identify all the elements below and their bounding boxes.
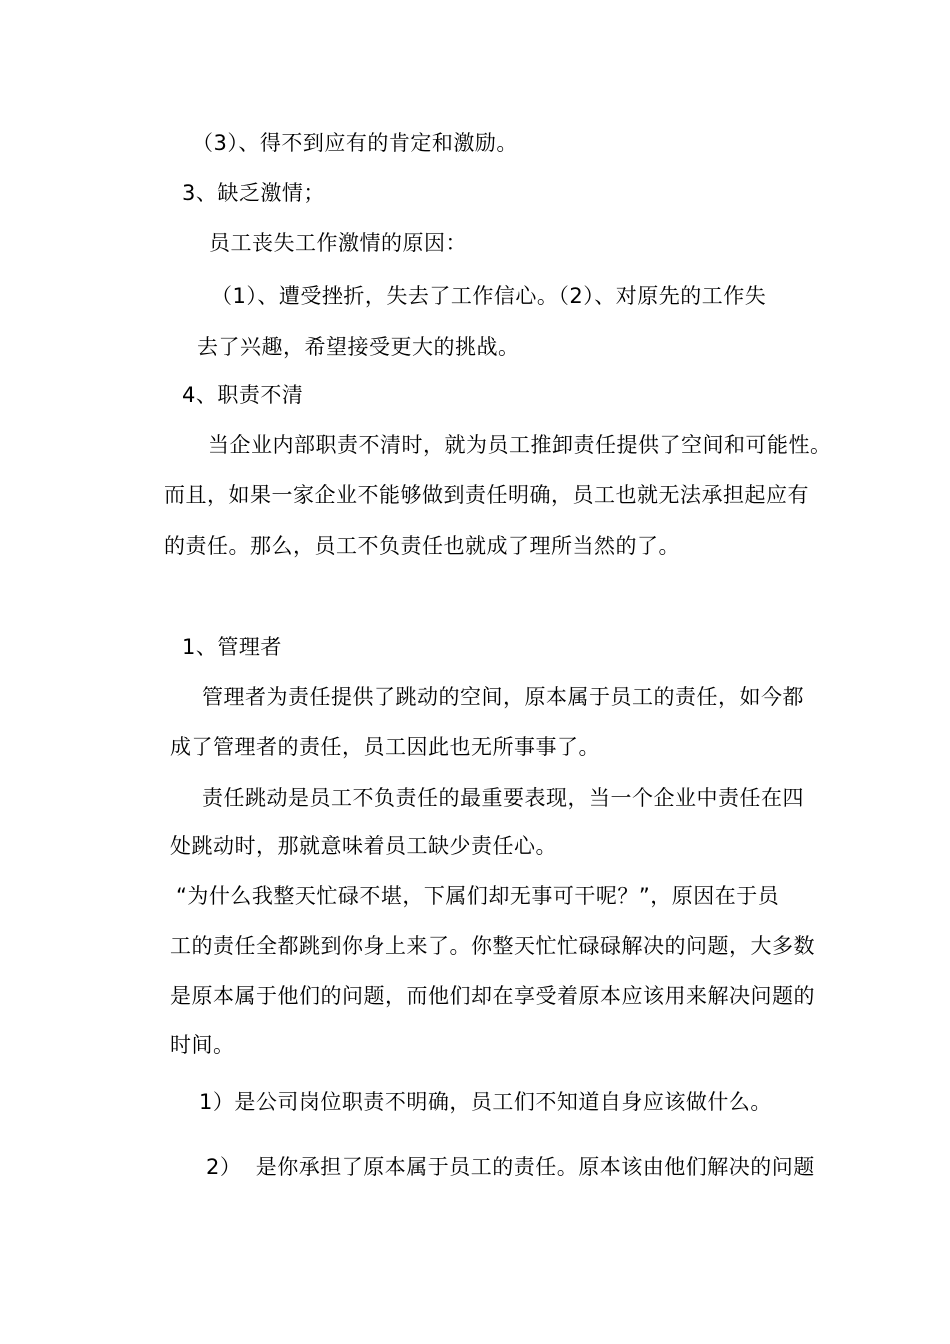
text-line: （3）、得不到应有的肯定和激励。 [192,131,518,155]
text-line: （1）、遭受挫折，失去了工作信心。（2）、对原先的工作失 [211,284,767,308]
text-line: 而且，如果一家企业不能够做到责任明确，员工也就无法承担起应有 [164,483,809,507]
text-line: 时间。 [170,1033,235,1057]
text-line: 工的责任全都跳到你身上来了。你整天忙忙碌碌解决的问题，大多数 [170,934,815,958]
text-line: 责任跳动是员工不负责任的最重要表现，当一个企业中责任在四 [202,786,804,810]
text-line: 的责任。那么，员工不负责任也就成了理所当然的了。 [164,534,680,558]
text-line: 处跳动时，那就意味着员工缺少责任心。 [170,834,557,858]
text-line: “为什么我整天忙碌不堪，下属们却无事可干呢？”，原因在于员 [176,884,780,908]
section-heading: 1、管理者 [182,635,282,659]
text-line: 员工丧失工作激情的原因： [209,231,467,255]
section-heading: 4、职责不清 [182,383,304,407]
text-line: 成了管理者的责任，员工因此也无所事事了。 [170,735,600,759]
text-line: 管理者为责任提供了跳动的空间，原本属于员工的责任，如今都 [202,685,804,709]
text-line: 当企业内部职责不清时，就为员工推卸责任提供了空间和可能性。 [208,433,832,457]
list-item: 1）是公司岗位职责不明确，员工们不知道自身应该做什么。 [199,1090,772,1114]
list-item: 2） 是你承担了原本属于员工的责任。原本该由他们解决的问题 [206,1155,815,1179]
text-line: 去了兴趣，希望接受更大的挑战。 [197,335,520,359]
section-heading: 3、缺乏激情； [182,181,325,205]
text-line: 是原本属于他们的问题，而他们却在享受着原本应该用来解决问题的 [170,984,815,1008]
